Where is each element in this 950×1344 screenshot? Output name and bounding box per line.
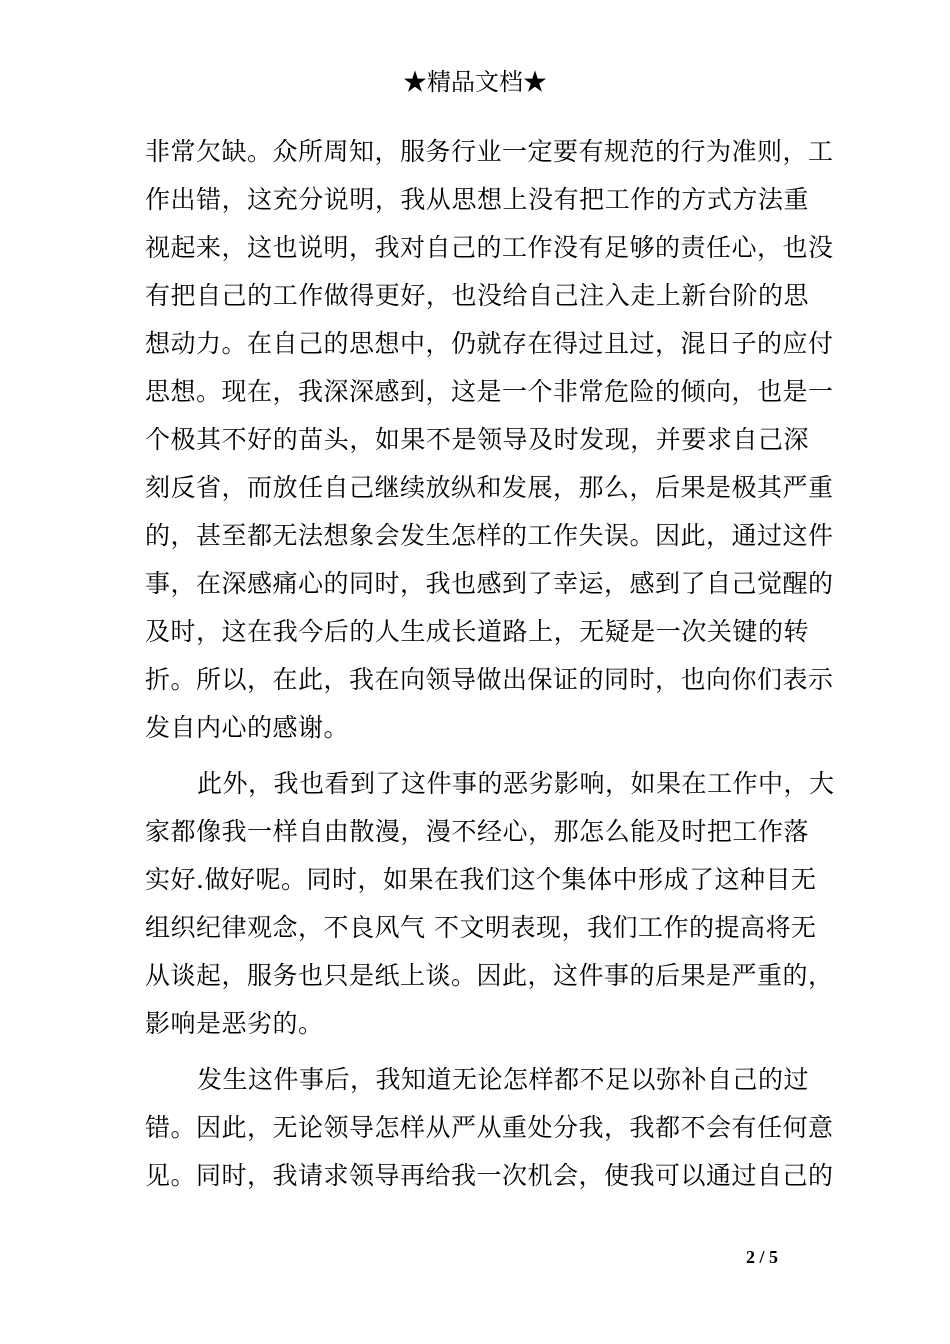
text-line: 的，甚至都无法想象会发生怎样的工作失误。因此，通过这件 (145, 521, 834, 550)
text-line: 非常欠缺。众所周知，服务行业一定要有规范的行为准则，工 (145, 137, 834, 166)
text-line: 思想。现在，我深深感到，这是一个非常危险的倾向，也是一 (145, 377, 834, 406)
text-line: 家都像我一样自由散漫，漫不经心，那怎么能及时把工作落 (145, 817, 809, 846)
text-line: 个极其不好的苗头，如果不是领导及时发现，并要求自己深 (145, 425, 809, 454)
paragraph-1 (145, 128, 834, 752)
paragraph-2 (145, 760, 835, 1048)
text-line: 此外，我也看到了这件事的恶劣影响，如果在工作中，大 (197, 769, 835, 798)
text-line: 见。同时，我请求领导再给我一次机会，使我可以通过自己的 (145, 1161, 834, 1190)
text-line: 组织纪律观念，不良风气 不文明表现，我们工作的提高将无 (145, 913, 817, 942)
text-line: 发生这件事后，我知道无论怎样都不足以弥补自己的过 (197, 1065, 810, 1094)
text-line: 错。因此，无论领导怎样从严从重处分我，我都不会有任何意 (145, 1113, 834, 1142)
text-line: 有把自己的工作做得更好，也没给自己注入走上新台阶的思 (145, 281, 809, 310)
text-line: 实好.做好呢。同时，如果在我们这个集体中形成了这种目无 (145, 865, 817, 894)
text-line: 作出错，这充分说明，我从思想上没有把工作的方式方法重 (145, 185, 809, 214)
text-line: 发自内心的感谢。 (145, 713, 350, 742)
text-line: 事，在深感痛心的同时，我也感到了幸运，感到了自己觉醒的 (145, 569, 834, 598)
text-line: 影响是恶劣的。 (145, 1009, 324, 1038)
document-body (145, 128, 835, 1200)
paragraph-spacing (145, 752, 809, 760)
text-line: 从谈起，服务也只是纸上谈。因此，这件事的后果是严重的， (145, 961, 834, 990)
page-number: 2 / 5 (746, 1247, 779, 1267)
text-line: 及时，这在我今后的人生成长道路上，无疑是一次关键的转 (145, 617, 809, 646)
document-header (0, 64, 950, 100)
paragraph-3 (145, 1056, 834, 1200)
text-line: 想动力。在自己的思想中，仍就存在得过且过，混日子的应付 (145, 329, 834, 358)
text-line: 折。所以，在此，我在向领导做出保证的同时，也向你们表示 (145, 665, 834, 694)
text-line: 刻反省，而放任自己继续放纵和发展，那么，后果是极其严重 (145, 473, 834, 502)
header-title: ★精品文档★ (403, 68, 547, 96)
text-line: 视起来，这也说明，我对自己的工作没有足够的责任心，也没 (145, 233, 834, 262)
paragraph-spacing (145, 1048, 809, 1056)
